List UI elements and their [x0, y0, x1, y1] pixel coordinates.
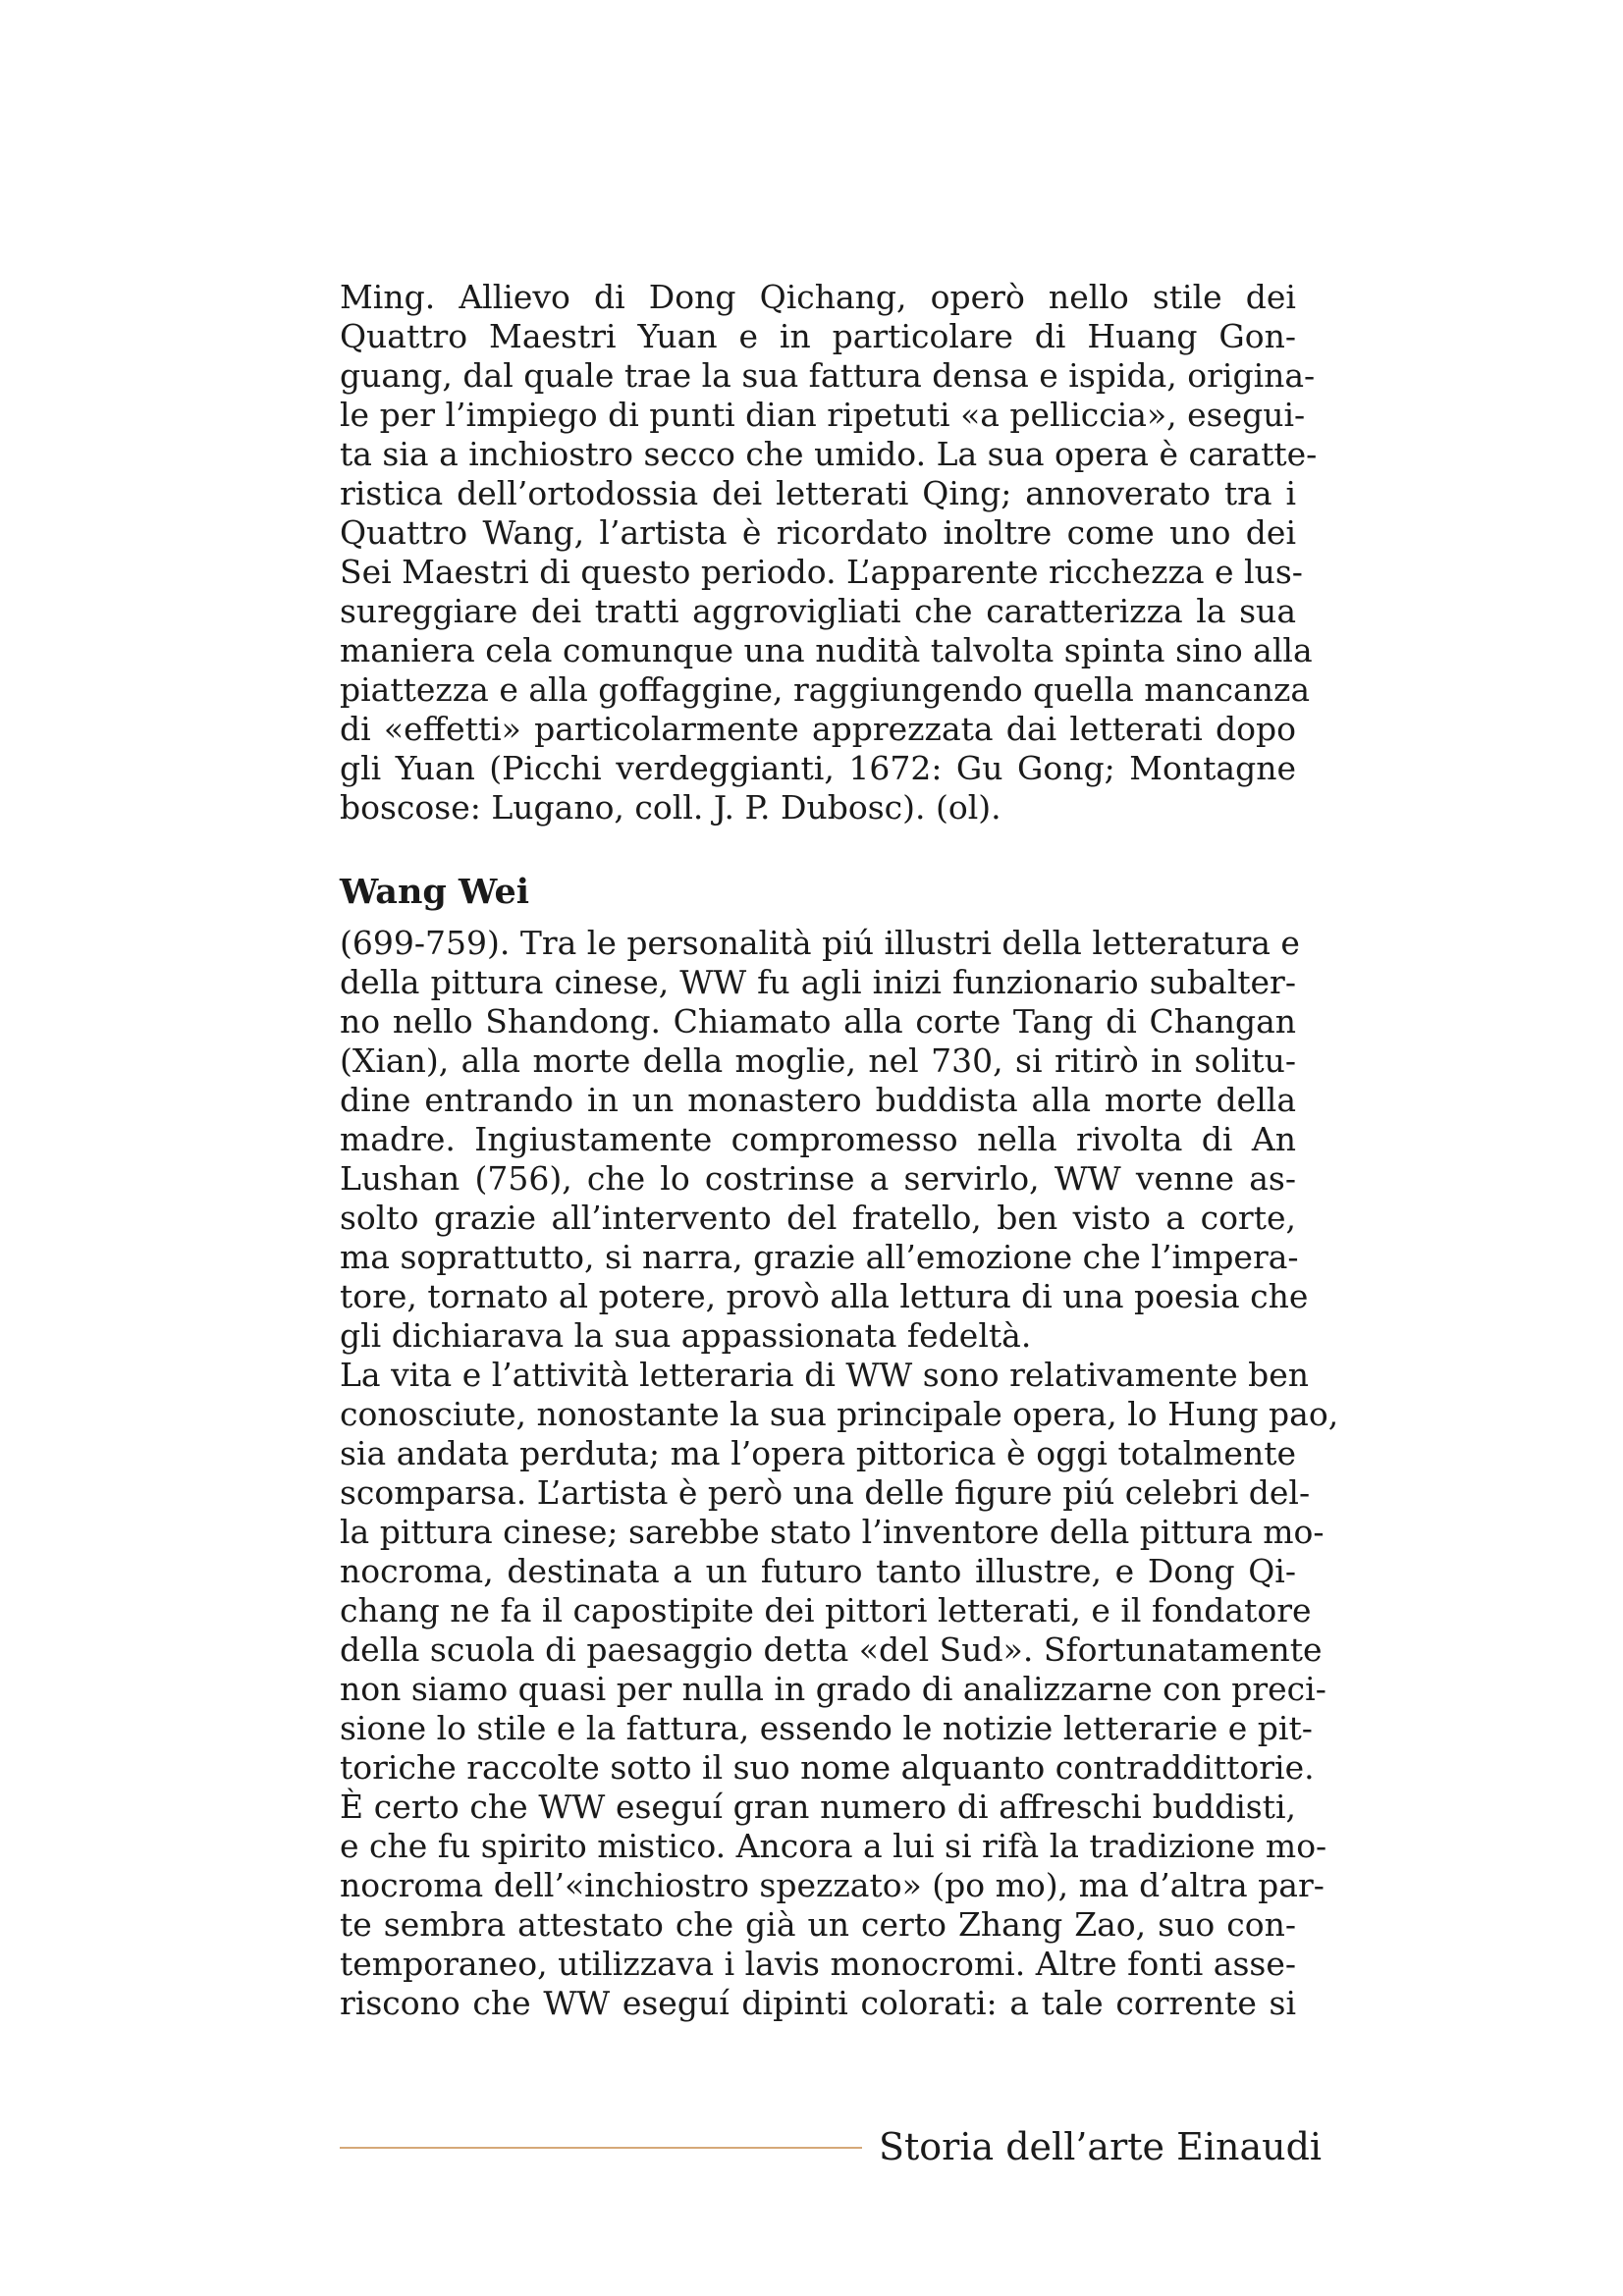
text-line: La vita e l’attività letteraria di WW sono relativamente ben: [340, 1356, 1310, 1394]
text-line: È certo che WW eseguí gran numero di affreschi buddisti,: [340, 1788, 1296, 1826]
text-line: sia andata perduta; ma l’opera pittorica è oggi totalmente: [340, 1434, 1296, 1472]
text-line: no nello Shandong. Chiamato alla corte Tang di Changan: [340, 1002, 1296, 1041]
text-line: Quattro Maestri Yuan e in particolare di Huang Gon-: [340, 317, 1296, 355]
text-line: di «effetti» particolarmente apprezzata dai letterati dopo: [340, 710, 1296, 748]
text-line: madre. Ingiustamente compromesso nella rivolta di An: [340, 1120, 1296, 1158]
text-line: temporaneo, utilizzava i lavis monocromi. Altre fonti asse-: [340, 1945, 1297, 1983]
text-line: Ming. Allievo di Dong Qichang, operò nello stile dei: [340, 278, 1296, 316]
text-line: la pittura cinese; sarebbe stato l’inventore della pittura mo-: [340, 1513, 1325, 1551]
text-line: nocroma dell’«inchiostro spezzato» (po mo), ma d’altra par-: [340, 1866, 1325, 1904]
text-line: ma soprattutto, si narra, grazie all’emozione che l’impera-: [340, 1238, 1299, 1276]
text-line: sureggiare dei tratti aggrovigliati che caratterizza la sua: [340, 592, 1296, 630]
text-line: ta sia a inchiostro secco che umido. La sua opera è caratte-: [340, 435, 1318, 473]
text-line: te sembra attestato che già un certo Zhang Zao, suo con-: [340, 1905, 1296, 1944]
text-line: Sei Maestri di questo periodo. L’apparente ricchezza e lus-: [340, 553, 1303, 591]
text-line: piattezza e alla goffaggine, raggiungendo quella mancanza: [340, 670, 1311, 709]
text-line: solto grazie all’intervento del fratello, ben visto a corte,: [340, 1199, 1296, 1237]
text-line: guang, dal quale trae la sua fattura densa e ispida, origina-: [340, 356, 1316, 395]
text-line: gli dichiarava la sua appassionata fedeltà.: [340, 1316, 1032, 1355]
text-line: tore, tornato al potere, provò alla lettura di una poesia che: [340, 1277, 1309, 1315]
entry-heading: Wang Wei: [340, 872, 530, 912]
entry-heading-wrap: [340, 868, 1296, 917]
footer-rule: [340, 2147, 862, 2149]
text-line: nocroma, destinata a un futuro tanto illustre, e Dong Qi-: [340, 1552, 1296, 1590]
footer-title: Storia dell’arte Einaudi: [879, 2125, 1323, 2168]
text-line: gli Yuan (Picchi verdeggianti, 1672: Gu Gong; Montagne: [340, 749, 1296, 787]
text-line: Lushan (756), che lo costrinse a servirlo, WW venne as-: [340, 1159, 1296, 1198]
entry-body: [340, 924, 1339, 2023]
text-line: le per l’impiego di punti dian ripetuti «a pelliccia», esegui-: [340, 396, 1306, 434]
text-line: chang ne fa il capostipite dei pittori letterati, e il fondatore: [340, 1591, 1312, 1629]
text-line: scomparsa. L’artista è però una delle figure piú celebri del-: [340, 1473, 1311, 1512]
text-line: (Xian), alla morte della moglie, nel 730, si ritirò in solitu-: [340, 1041, 1296, 1080]
text-line: boscose: Lugano, coll. J. P. Dubosc). (ol).: [340, 788, 1001, 827]
text-line: Quattro Wang, l’artista è ricordato inoltre come uno dei: [340, 513, 1296, 552]
text-line: sione lo stile e la fattura, essendo le notizie letterarie e pit-: [340, 1709, 1313, 1747]
text-line: ristica dell’ortodossia dei letterati Qing; annoverato tra i: [340, 474, 1296, 512]
text-line: non siamo quasi per nulla in grado di analizzarne con preci-: [340, 1670, 1326, 1708]
text-line: riscono che WW eseguí dipinti colorati: a tale corrente si: [340, 1984, 1296, 2022]
text-line: della scuola di paesaggio detta «del Sud». Sfortunatamente: [340, 1630, 1323, 1669]
continuation-paragraph: [340, 278, 1318, 828]
text-line: conosciute, nonostante la sua principale opera, lo Hung pao,: [340, 1395, 1339, 1433]
text-line: maniera cela comunque una nudità talvolta spinta sino alla: [340, 631, 1313, 669]
text-line: e che fu spirito mistico. Ancora a lui si rifà la tradizione mo-: [340, 1827, 1327, 1865]
text-line: (699-759). Tra le personalità piú illustri della letteratura e: [340, 924, 1300, 962]
text-line: toriche raccolte sotto il suo nome alquanto contraddittorie.: [340, 1748, 1315, 1787]
text-line: dine entrando in un monastero buddista alla morte della: [340, 1081, 1296, 1119]
text-line: della pittura cinese, WW fu agli inizi funzionario subalter-: [340, 963, 1296, 1001]
